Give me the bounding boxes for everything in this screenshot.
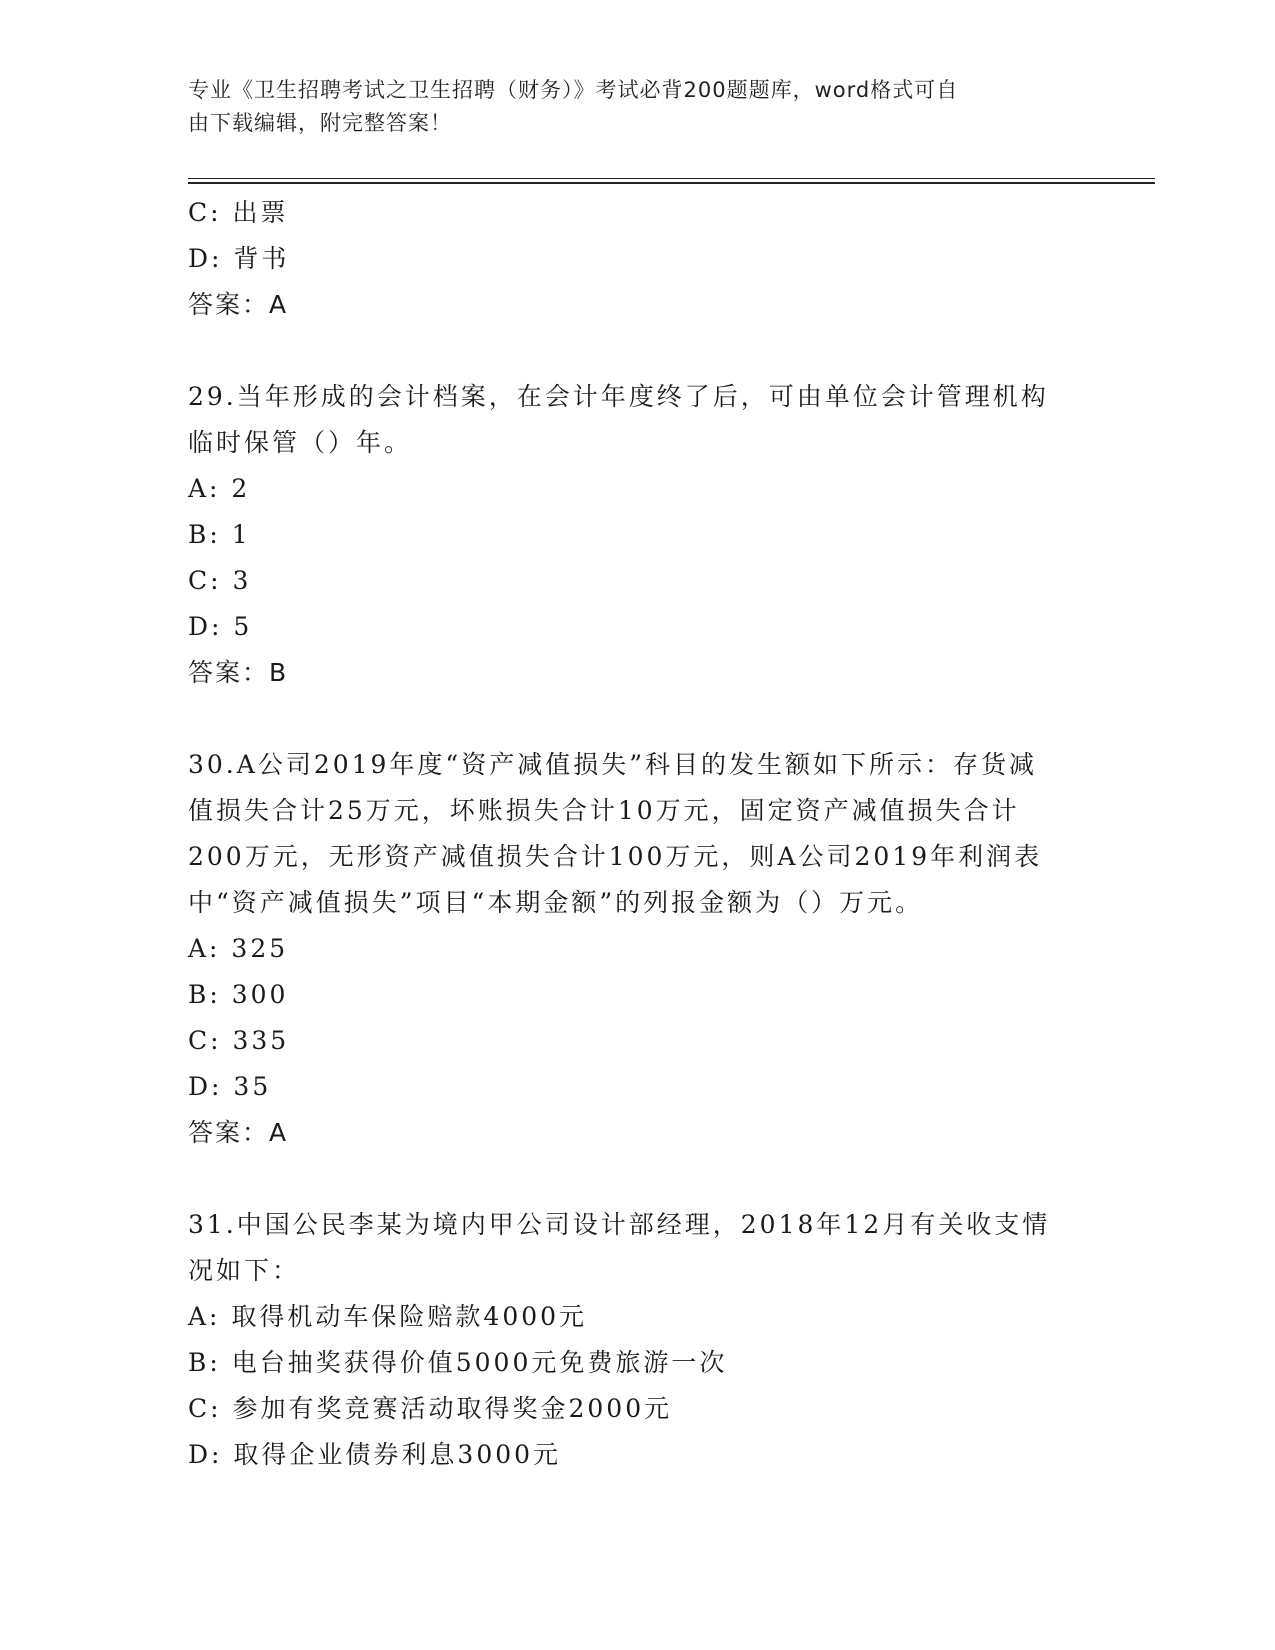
question-text-line: 30.A公司2019年度“资产减值损失”科目的发生额如下所示：存货减	[188, 750, 1037, 779]
header-divider	[188, 178, 1155, 184]
spacer	[188, 328, 1088, 374]
option-a: A: 取得机动车保险赔款4000元	[188, 1302, 588, 1331]
option-b: B: 1	[188, 520, 251, 549]
answer-line: 答案：A	[188, 1118, 289, 1147]
option-b: B: 300	[188, 980, 289, 1009]
option-d: D: 取得企业债券利息3000元	[188, 1440, 562, 1469]
option-c: C: 出票	[188, 198, 289, 227]
option-c: C: 335	[188, 1026, 290, 1055]
header-line-2: 由下载编辑，附完整答案！	[188, 111, 452, 135]
option-a: A: 325	[188, 934, 289, 963]
question-text-line: 中“资产减值损失”项目“本期金额”的列报金额为（）万元。	[188, 888, 924, 917]
option-c: C: 3	[188, 566, 252, 595]
option-a: A: 2	[188, 474, 251, 503]
option-c: C: 参加有奖竞赛活动取得奖金2000元	[188, 1394, 673, 1423]
option-d: D: 背书	[188, 244, 290, 273]
question-31	[188, 1202, 1088, 1478]
option-d: D: 35	[188, 1072, 272, 1101]
answer-line: 答案：B	[188, 658, 289, 687]
document-header	[188, 74, 1088, 140]
question-list	[188, 190, 1088, 1478]
header-line-1: 专业《卫生招聘考试之卫生招聘（财务）》考试必背200题题库，word格式可自	[188, 78, 959, 102]
question-30	[188, 742, 1088, 1156]
spacer	[188, 1156, 1088, 1202]
spacer	[188, 696, 1088, 742]
option-d: D: 5	[188, 612, 253, 641]
question-text-line: 况如下：	[188, 1256, 301, 1285]
question-text-line: 值损失合计25万元，坏账损失合计10万元，固定资产减值损失合计	[188, 796, 1020, 825]
question-text-line: 29.当年形成的会计档案，在会计年度终了后，可由单位会计管理机构	[188, 382, 1049, 411]
question-29	[188, 374, 1088, 696]
question-text-line: 临时保管（）年。	[188, 428, 413, 457]
question-text-line: 200万元，无形资产减值损失合计100万元，则A公司2019年利润表	[188, 842, 1043, 871]
question-28-tail	[188, 190, 1088, 328]
option-b: B: 电台抽奖获得价值5000元免费旅游一次	[188, 1348, 728, 1377]
question-text-line: 31.中国公民李某为境内甲公司设计部经理，2018年12月有关收支情	[188, 1210, 1051, 1239]
answer-line: 答案：A	[188, 290, 289, 319]
